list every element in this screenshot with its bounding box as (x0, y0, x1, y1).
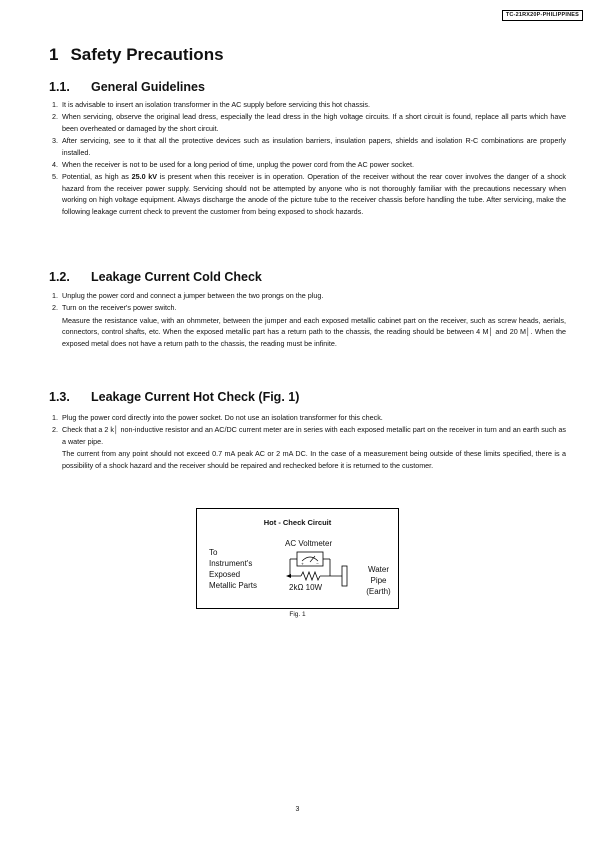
section-number: 1.1. (49, 80, 70, 94)
svg-text:+: + (301, 562, 304, 566)
general-guidelines-list (49, 99, 566, 218)
list-item: 2. Turn on the receiver's power switch. Measure the resistance value, with an ohmmeter, between the jumper and each exposed metallic cabinet part on the receiver, such as screw heads, aerials, connectors, control shafts, etc. When the exposed metallic part has a return path to the chassis, the reading should be between 4 M│ and 20 M│. When the exposed metal does not have a return path to the chassis, the reading must be infinite. (52, 303, 566, 348)
section-heading-general (49, 80, 205, 94)
page-number: 3 (295, 806, 300, 813)
section-heading-hot-check (49, 390, 299, 404)
section-title: General Guidelines (91, 80, 205, 94)
voltage-value: 25.0 kV (131, 172, 158, 182)
svg-text:−: − (316, 562, 319, 566)
page-title (49, 45, 224, 65)
list-item: 2. Check that a 2 k│ non-inductive resistor and an AC/DC current meter are in series with each exposed metallic part on the receiver in turn and an earth such as a water pipe. The current from any point should not exceed 0.7 mA peak AC or 2 mA DC. In the case of a measurement being outside of these limits specified, there is a possibility of a shock hazard and the receiver should be repaired and rechecked before it is returned to the customer. (52, 425, 566, 470)
section-number: 1.3. (49, 390, 70, 404)
list-item: 1. It is advisable to insert an isolation transformer in the AC supply before servicing this hot chassis. (52, 100, 371, 109)
section-title: Leakage Current Hot Check (Fig. 1) (91, 390, 300, 404)
list-item: 1. Plug the power cord directly into the power socket. Do not use an isolation transformer for this check. (52, 413, 383, 422)
voltmeter-label: AC Voltmeter (285, 539, 333, 548)
figure-caption: Fig. 1 (289, 611, 306, 618)
list-item: 2. When servicing, observe the original lead dress, especially the lead dress in the high voltage circuits. If a short circuit is found, replace all parts which have been overheated or damaged by the short circuit. (52, 112, 566, 133)
resistor-label: 2kΩ 10W (289, 583, 323, 592)
figure-title: Hot - Check Circuit (263, 518, 332, 527)
resistor-icon (301, 572, 320, 580)
hot-check-list (49, 412, 566, 472)
cold-check-list (49, 290, 566, 350)
list-item: 3. After servicing, see to it that all the protective devices such as insulation barriers, insulation papers, shields and isolation R-C combinations are properly installed. (52, 136, 566, 157)
list-item: 5. Potential, as high as 25.0 kV is present when this receiver is in operation. Operation of the receiver without the rear cover involves the danger of a shock hazard from the receiver power supply. Servicing should not be attempted by anyone who is not thoroughly familiar with the precautions necessary when working on high voltage equipment. Always discharge the anode of the picture tube to the receiver chassis before handling the tube. After servicing, make the following leakage current check to prevent the customer from being exposed to shock hazards. (52, 172, 567, 216)
water-pipe-icon (342, 566, 347, 586)
instrument-label: To Instrument's Exposed Metallic Parts (209, 548, 258, 590)
section-number: 1.2. (49, 270, 70, 284)
model-tag: TC-21RX20P-PHILIPPINES (502, 10, 583, 21)
list-item: 4. When the receiver is not to be used for a long period of time, unplug the power cord from the AC power socket. (52, 160, 414, 170)
section-title: Leakage Current Cold Check (91, 270, 262, 284)
section-heading-cold-check (49, 270, 262, 284)
title-text: Safety Precautions (70, 45, 224, 64)
water-pipe-label: Water Pipe (Earth) (366, 565, 391, 596)
voltmeter-icon (297, 552, 323, 566)
list-item: 1. Unplug the power cord and connect a jumper between the two prongs on the plug. (52, 291, 324, 300)
title-number: 1 (49, 45, 59, 64)
hot-check-circuit-figure (196, 508, 399, 609)
